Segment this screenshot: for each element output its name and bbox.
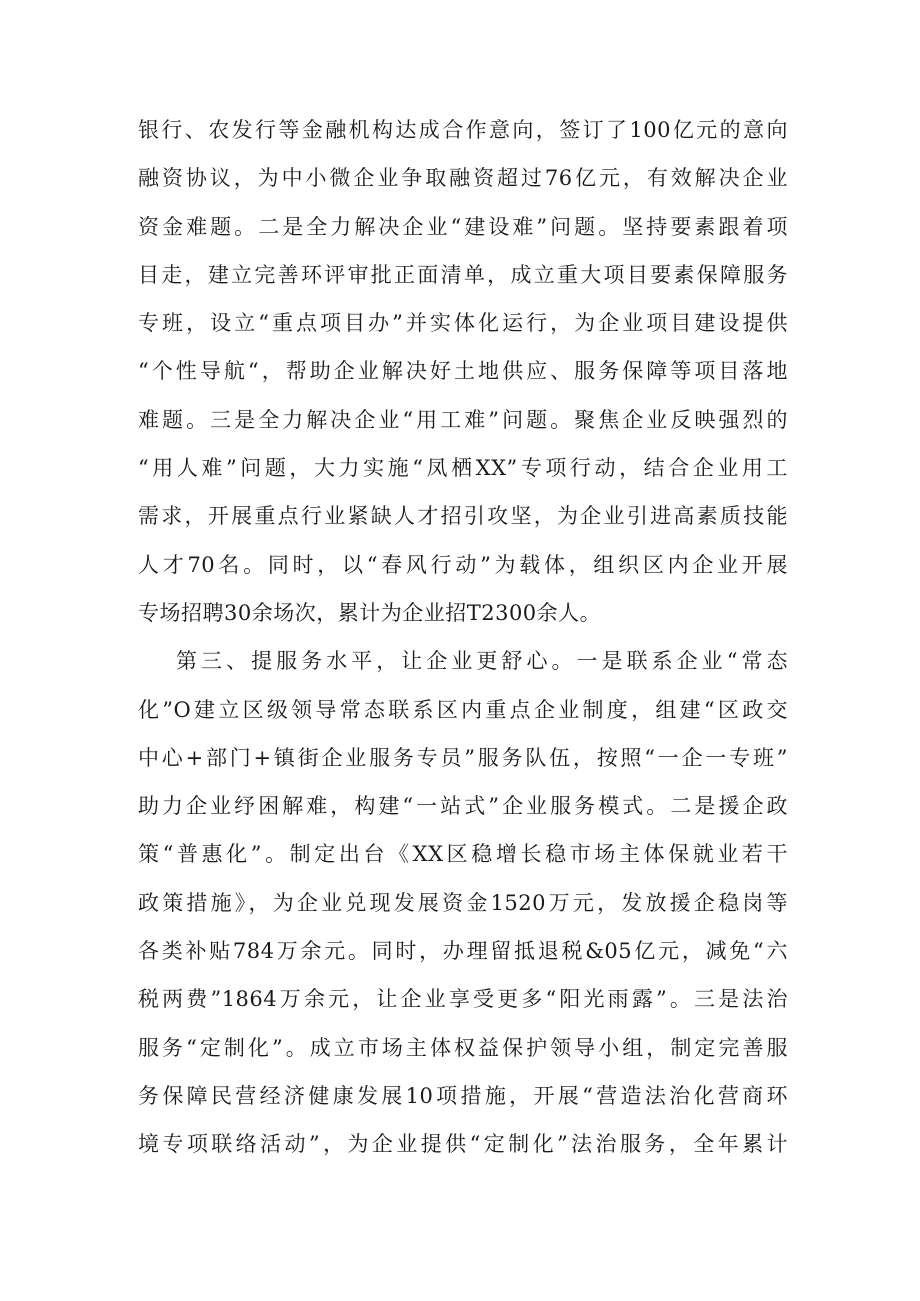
text-line: 助力企业纾困解难，构建“一站式”企业服务模式。二是援企政 <box>138 794 788 819</box>
text-line: 化”O建立区级领导常态联系区内重点企业制度，组建“区政交 <box>138 697 788 722</box>
text-line: 服务“定制化”。成立市场主体权益保护领导小组，制定完善服 <box>138 1035 788 1060</box>
text-line: 资金难题。二是全力解决企业“建设难”问题。坚持要素跟着项 <box>138 214 788 239</box>
text-line: 各类补贴784万余元。同时，办理留抵退税&05亿元，减免“六 <box>138 939 788 964</box>
text-line: 税两费”1864万余元，让企业享受更多“阳光雨露”。三是法治 <box>138 987 788 1012</box>
text-line: 境专项联络活动”，为企业提供“定制化”法治服务，全年累计 <box>138 1132 788 1157</box>
text-line: 融资协议，为中小微企业争取融资超过76亿元，有效解决企业 <box>138 166 788 191</box>
text-line: 需求，开展重点行业紧缺人才招引攻坚，为企业引进高素质技能 <box>138 504 788 529</box>
text-line: 政策措施》，为企业兑现发展资金1520万元，发放援企稳岗等 <box>138 890 788 915</box>
text-line: 银行、农发行等金融机构达成合作意向，签订了100亿元的意向 <box>138 118 788 142</box>
text-line: 中心+部门+镇街企业服务专员”服务队伍，按照“一企一专班” <box>138 745 788 770</box>
paragraph-start-line: 第三、提服务水平，让企业更舒心。一是联系企业“常态 <box>176 649 788 674</box>
paragraph-end-line: 专场招聘30余场次，累计为企业招T2300余人。 <box>138 600 602 625</box>
text-line: “个性导航“，帮助企业解决好土地供应、服务保障等项目落地 <box>138 359 788 384</box>
text-line: 目走，建立完善环评审批正面清单，成立重大项目要素保障服务 <box>138 262 788 287</box>
text-line: 策“普惠化”。制定出台《XX区稳增长稳市场主体保就业若干 <box>138 842 788 867</box>
body-text <box>138 106 788 1169</box>
text-line: 专班，设立“重点项目办”并实体化运行，为企业项目建设提供 <box>138 311 788 336</box>
text-line: 务保障民营经济健康发展10项措施，开展“营造法治化营商环 <box>138 1083 788 1108</box>
text-line: 人才70名。同时，以“春风行动”为载体，组织区内企业开展 <box>138 552 788 577</box>
text-line: “用人难”问题，大力实施“凤栖XX”专项行动，结合企业用工 <box>138 456 788 481</box>
text-line: 难题。三是全力解决企业“用工难”问题。聚焦企业反映强烈的 <box>138 407 788 432</box>
